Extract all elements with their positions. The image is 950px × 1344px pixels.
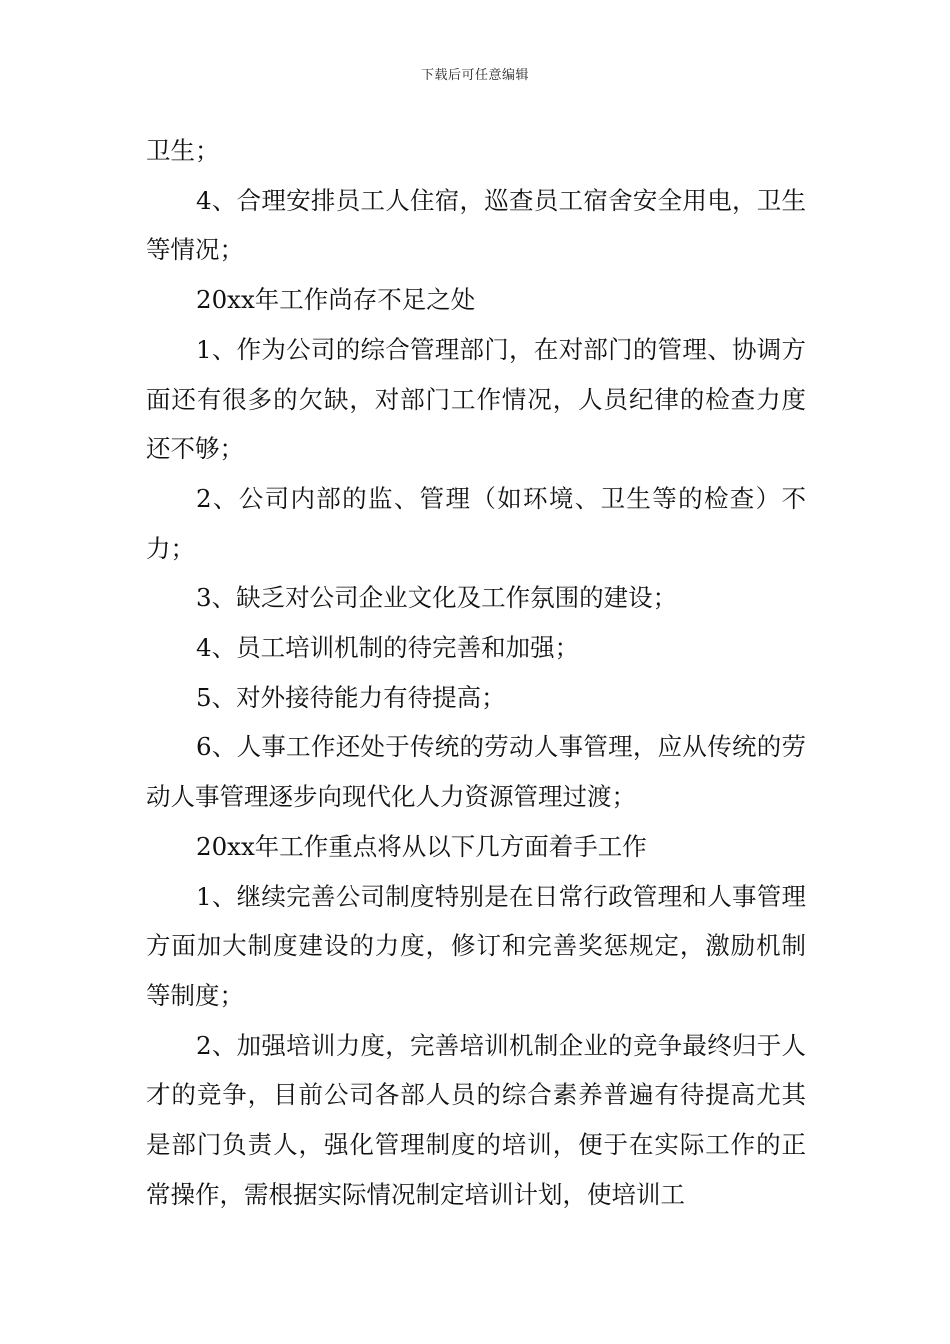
paragraph-key-work-2: 2、加强培训力度，完善培训机制企业的竞争最终归于人才的竞争，目前公司各部人员的综合素养普遍有待提高尤其是部门负责人，强化管理制度的培训，便于在实际工作的正常操作，需根据实际情况制定培训计划，使培训工 [146,1030,806,1209]
paragraph-shortcoming-4: 4、员工培训机制的待完善和加强； [196,633,580,663]
section-heading-shortcomings: 20xx年工作尚存不足之处 [196,285,476,315]
paragraph-shortcoming-5: 5、对外接待能力有待提高； [196,682,506,712]
paragraph-item-4-dormitory: 4、合理安排员工人住宿，巡查员工宿舍安全用电，卫生等情况； [146,185,806,265]
paragraph-shortcoming-6: 6、人事工作还处于传统的劳动人事管理，应从传统的劳动人事管理逐步向现代化人力资源管理过渡； [146,732,806,812]
paragraph-continuation: 卫生； [146,136,220,165]
paragraph-shortcoming-2: 2、公司内部的监、管理（如环境、卫生等的检查）不力； [146,483,806,563]
paragraph-shortcoming-1: 1、作为公司的综合管理部门，在对部门的管理、协调方面还有很多的欠缺，对部门工作情况，人员纪律的检查力度还不够； [146,334,806,464]
document-body [146,126,806,1219]
page-header-note: 下载后可任意编辑 [420,68,529,83]
section-heading-key-work: 20xx年工作重点将从以下几方面着手工作 [196,831,647,861]
paragraph-key-work-1: 1、继续完善公司制度特别是在日常行政管理和人事管理方面加大制度建设的力度，修订和完善奖惩规定，激励机制等制度； [146,881,806,1010]
paragraph-shortcoming-3: 3、缺乏对公司企业文化及工作氛围的建设； [196,583,678,613]
